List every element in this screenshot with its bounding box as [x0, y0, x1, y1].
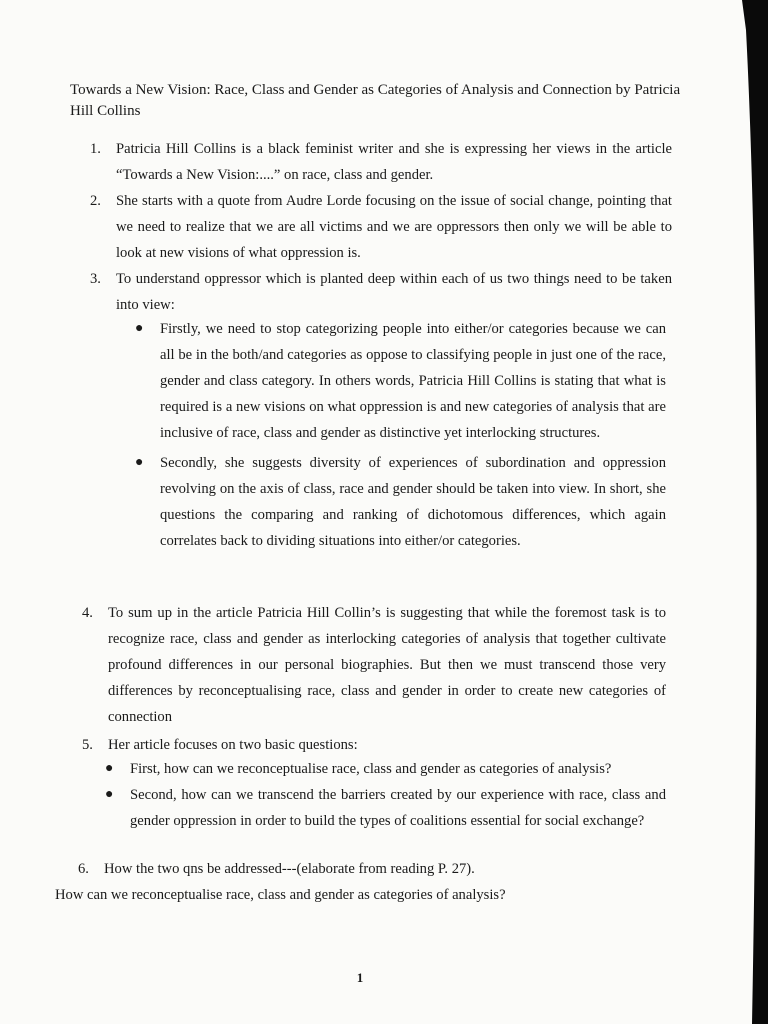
document-title: Towards a New Vision: Race, Class and Gender as Categories of Analysis and Connection by Patricia Hill Collins	[70, 82, 681, 119]
item-text: To sum up in the article Patricia Hill Collin’s is suggesting that while the foremost task is to recognize race, class and gender as interlocking categories of analysis that together cultivate profound differences in our personal biographies. But then we must transcend those very differences by reconceptualising race, class and gender in order to create new categories of connection	[108, 605, 666, 725]
item-number: 3.	[90, 271, 101, 287]
item-5-bullets	[105, 756, 666, 834]
item-text: Patricia Hill Collins is a black feminist writer and she is expressing her views in the article “Towards a New Vision:....” on race, class and gender.	[116, 141, 672, 183]
item-text: How the two qns be addressed---(elaborate from reading P. 27).	[104, 861, 475, 877]
bullet-text: Secondly, she suggests diversity of experiences of subordination and oppression revolving on the axis of class, race and gender should be taken into view. In short, she questions the comparing and ranking of dichotomous differences, which again correlates back to dividing situations into either/or categories.	[160, 455, 666, 549]
bullet-text: Firstly, we need to stop categorizing people into either/or categories because we can all be in the both/and categories as oppose to classifying people in just one of the race, gender and class category. In others words, Patricia Hill Collins is stating that what is required is a new visions on what oppression is and new categories of analysis that are inclusive of race, class and gender as distinctive yet interlocking structures.	[160, 321, 666, 441]
page-number: 1	[356, 970, 364, 985]
list-item-1	[90, 136, 672, 188]
item-number: 4.	[82, 605, 93, 621]
bullet-text: Second, how can we transcend the barriers created by our experience with race, class and gender oppression in order to build the types of coalitions essential for social exchange?	[130, 787, 666, 829]
list-item-4	[82, 600, 666, 730]
bullet-icon: ●	[135, 321, 144, 336]
bullet-icon: ●	[105, 787, 114, 802]
item-number: 2.	[90, 193, 101, 209]
item-text: Her article focuses on two basic questions:	[108, 737, 358, 753]
item-number: 1.	[90, 141, 101, 157]
item-text: She starts with a quote from Audre Lorde focusing on the issue of social change, pointing that we need to realize that we are all victims and we are oppressors then only we will be able to look at new visions of what oppression is.	[116, 193, 672, 261]
list-item-6	[78, 856, 664, 882]
list-item-2	[90, 188, 672, 266]
item-number: 6.	[78, 861, 89, 877]
item-3-bullets	[135, 316, 666, 554]
closing-question: How can we reconceptualise race, class and gender as categories of analysis?	[55, 887, 506, 903]
bullet-text: First, how can we reconceptualise race, class and gender as categories of analysis?	[130, 761, 612, 777]
list-item-3	[90, 266, 672, 318]
list-item-5	[82, 732, 666, 758]
scan-edge-shadow	[742, 0, 768, 1024]
item-number: 5.	[82, 737, 93, 753]
bullet-icon: ●	[105, 761, 114, 776]
item-text: To understand oppressor which is planted deep within each of us two things need to be taken into view:	[116, 271, 672, 313]
bullet-icon: ●	[135, 455, 144, 470]
